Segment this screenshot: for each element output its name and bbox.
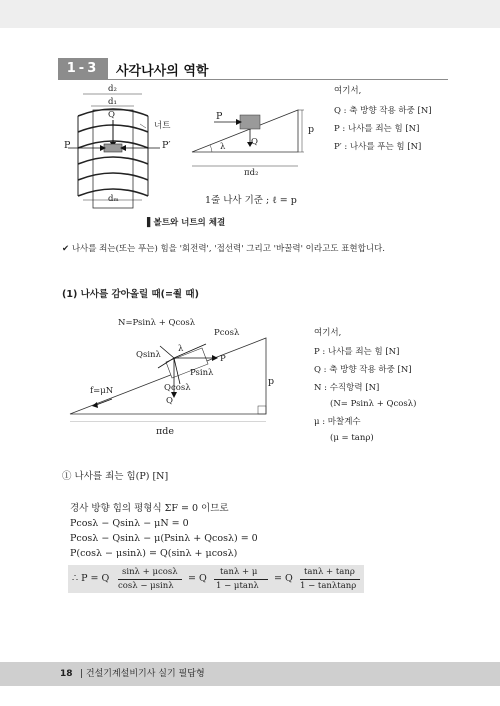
friction-label: f=μN	[90, 386, 114, 396]
fraction2-bar	[214, 579, 268, 580]
section-title: 사각나사의 역학	[116, 64, 209, 79]
book-title: | 건설기계설비기사 실기 필답형	[80, 669, 205, 679]
p-left-label: P	[64, 140, 71, 151]
legend2-line: (N= Psinλ + Qcosλ)	[330, 399, 417, 409]
psin-label: Psinλ	[190, 368, 214, 378]
qcos-label: Qcosλ	[164, 383, 191, 393]
fraction2-numerator: tanλ + μ	[220, 567, 258, 577]
fraction3-numerator: tanλ + tanρ	[304, 567, 355, 577]
legend1	[334, 84, 432, 152]
top-bar	[0, 0, 500, 28]
figure-caption: ▌볼트와 너트의 체결	[147, 218, 226, 228]
q-force-label: Q	[166, 396, 173, 406]
pitch2-label: p	[268, 376, 275, 387]
incline-pitch-label: p	[308, 124, 315, 135]
result-box	[68, 565, 364, 593]
subsection-title: (1) 나사를 감아올릴 때(=죌 때)	[62, 289, 199, 300]
fraction1-numerator: sinλ + μcosλ	[122, 567, 178, 577]
legend1-heading: 여기서,	[334, 86, 362, 96]
legend1-line: Q : 축 방향 작용 하중 [N]	[334, 106, 432, 116]
legend2-line: N : 수직항력 [N]	[314, 383, 380, 393]
derivation-line: Pcosλ − Qsinλ − μN = 0	[70, 518, 189, 529]
legend2-line: P : 나사를 죄는 힘 [N]	[314, 347, 400, 357]
page-number: 18	[60, 669, 73, 679]
fraction1-bar	[118, 579, 182, 580]
fraction3-denominator: 1 − tanλtanρ	[300, 581, 357, 591]
nut-label: 너트	[154, 121, 171, 131]
equals3-text: = Q	[274, 573, 293, 584]
item1-heading: ① 나사를 죄는 힘(P) [N]	[62, 471, 169, 482]
section-number: 1-3	[58, 58, 108, 80]
footer	[0, 662, 500, 686]
d2-label: d₂	[108, 84, 117, 94]
incline-p-label: P	[216, 111, 223, 122]
lambda-label: λ	[178, 344, 184, 354]
legend1-line: P : 나사를 죄는 힘 [N]	[334, 124, 420, 134]
note-text: ✔ 나사를 죄는(또는 푸는) 힘을 '회전력', '접선력' 그리고 '바꿀력' 이라고도 표현합니다.	[62, 244, 385, 254]
incline-q-label: Q	[251, 137, 258, 147]
p-prime-label: P′	[162, 140, 171, 151]
caption-text: 볼트와 너트의 체결	[153, 218, 226, 228]
derivation-line: P(cosλ − μsinλ) = Q(sinλ + μcosλ)	[70, 548, 238, 559]
section-rule	[108, 79, 448, 80]
fraction3-bar	[300, 579, 360, 580]
legend2	[314, 326, 416, 443]
p-force-label: P	[220, 354, 226, 364]
incline-base-label: πd₂	[244, 168, 259, 178]
section-header	[58, 58, 448, 80]
qsin-label: Qsinλ	[136, 350, 161, 360]
fraction1-denominator: cosλ − μsinλ	[118, 581, 174, 591]
legend2-line: Q : 축 방향 작용 하중 [N]	[314, 365, 412, 375]
equals2-text: = Q	[188, 573, 207, 584]
force-diagram	[66, 322, 280, 422]
legend2-line: μ : 마찰계수	[314, 417, 361, 427]
fraction2-denominator: 1 − μtanλ	[216, 581, 259, 591]
d1-label: d₁	[108, 97, 117, 107]
derivation-line: Pcosλ − Qsinλ − μ(Psinλ + Qcosλ) = 0	[70, 533, 258, 544]
legend2-heading: 여기서,	[314, 328, 342, 338]
q-label: Q	[108, 110, 115, 120]
dm-label: dₘ	[108, 194, 119, 204]
base2-label: πde	[156, 426, 174, 437]
legend2-line: (μ = tanρ)	[330, 433, 374, 443]
therefore-text: ∴ P = Q	[72, 573, 110, 584]
pitch-note: 1줄 나사 기준 ; ℓ = p	[205, 195, 297, 206]
pcos-label: Pcosλ	[214, 328, 240, 338]
incline-lambda-label: λ	[220, 142, 226, 152]
derivation-line: 경사 방향 힘의 평형식 ΣF = 0 이므로	[70, 503, 229, 514]
normal-force-label: N=Psinλ + Qcosλ	[118, 318, 196, 328]
legend1-line: P′ : 나사를 푸는 힘 [N]	[334, 142, 422, 152]
